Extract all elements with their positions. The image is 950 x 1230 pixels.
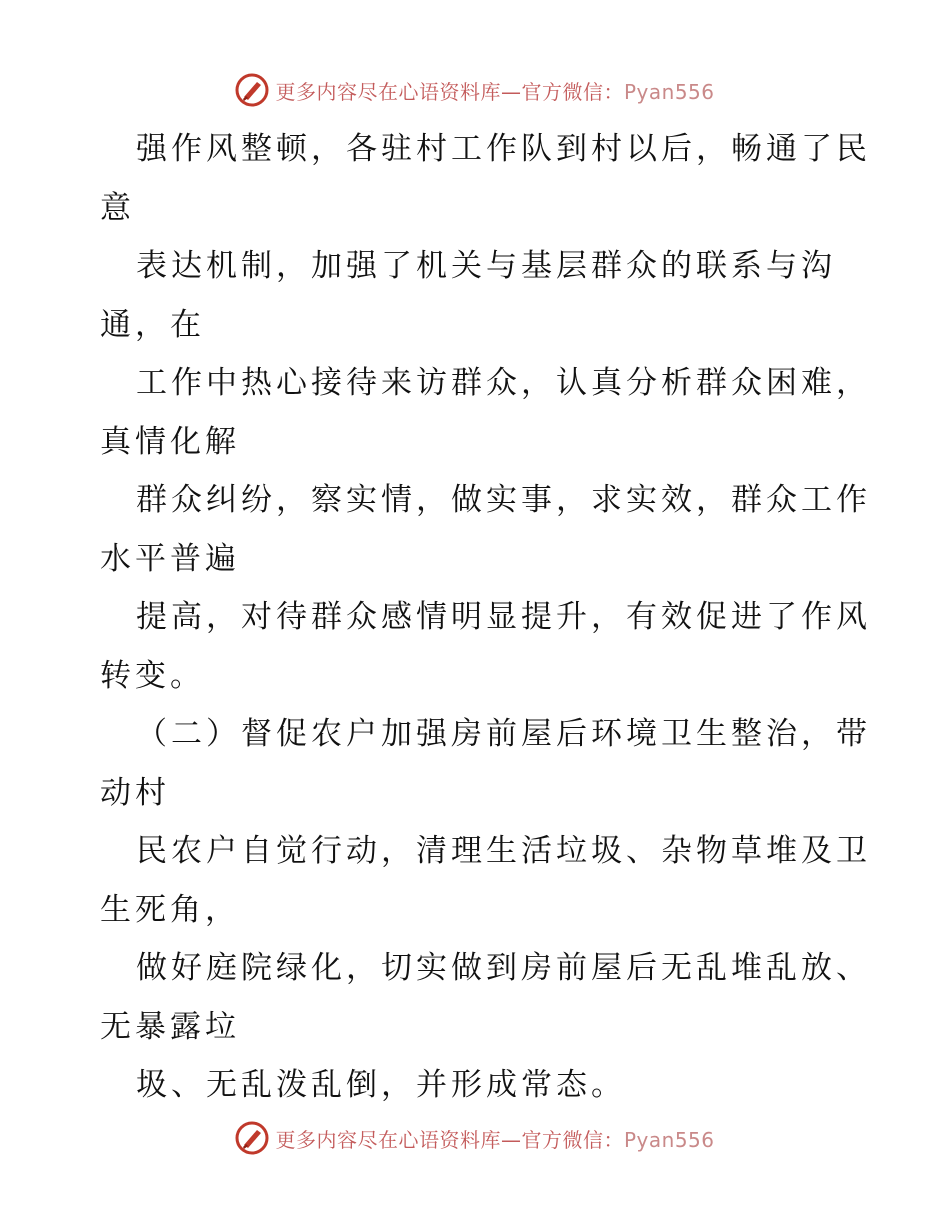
text-line: 水平普遍 bbox=[100, 540, 240, 577]
text-line: 无暴露垃 bbox=[100, 1008, 240, 1045]
footer-wechat-id: Pyan556 bbox=[623, 1127, 715, 1152]
seal-logo-icon bbox=[235, 1121, 269, 1155]
text-line: 动村 bbox=[100, 774, 170, 811]
text-line: 群众纠纷，察实情，做实事，求实效，群众工作 bbox=[136, 482, 871, 518]
text-line: 通，在 bbox=[100, 306, 205, 343]
text-line: 表达机制，加强了机关与基层群众的联系与沟 bbox=[136, 248, 836, 284]
seal-logo-icon bbox=[235, 73, 269, 107]
document-body bbox=[100, 120, 871, 1115]
header-banner-text: 更多内容尽在心语资料库—官方微信：Pyan556 bbox=[275, 79, 715, 104]
text-line: 做好庭院绿化，切实做到房前屋后无乱堆乱放、 bbox=[136, 950, 871, 986]
text-line: 转变。 bbox=[100, 657, 205, 694]
footer-banner-text: 更多内容尽在心语资料库—官方微信：Pyan556 bbox=[275, 1127, 715, 1152]
text-line: （二）督促农户加强房前屋后环境卫生整治，带 bbox=[136, 716, 871, 752]
text-line: 提高，对待群众感情明显提升，有效促进了作风 bbox=[136, 599, 871, 635]
text-line: 工作中热心接待来访群众，认真分析群众困难， bbox=[136, 365, 871, 401]
header-watermark-banner bbox=[0, 70, 950, 110]
text-line: 意 bbox=[100, 189, 135, 226]
header-wechat-id: Pyan556 bbox=[623, 79, 715, 104]
text-line: 生死角， bbox=[100, 891, 240, 928]
text-line: 民农户自觉行动，清理生活垃圾、杂物草堆及卫 bbox=[136, 833, 871, 869]
footer-watermark-banner bbox=[0, 1118, 950, 1158]
text-line: 强作风整顿，各驻村工作队到村以后，畅通了民 bbox=[136, 131, 871, 167]
text-line: 真情化解 bbox=[100, 423, 240, 460]
text-line: 圾、无乱泼乱倒，并形成常态。 bbox=[136, 1067, 626, 1103]
